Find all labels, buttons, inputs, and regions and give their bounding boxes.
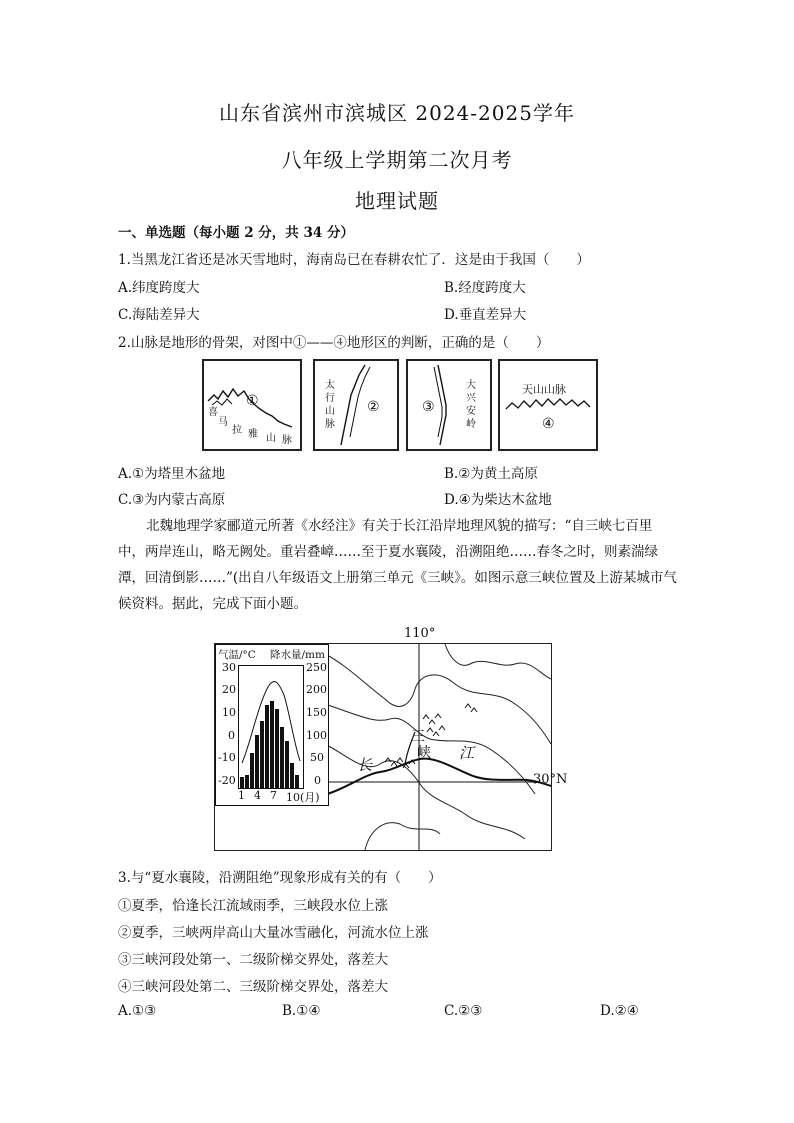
longitude-label: 110° [404, 626, 436, 641]
temp-axis-title: 气温/°C [218, 649, 256, 661]
mountain-panel-3 [406, 359, 492, 451]
panel-1-char: 喜 [208, 407, 218, 418]
mountain-panel-2 [313, 359, 399, 451]
three-gorges-map [214, 643, 568, 851]
panel-2-char: 太 [325, 380, 335, 391]
panel-2-number: ② [367, 399, 380, 415]
reading-passage: 北魏地理学家郦道元所著《水经注》有关于长江沿岸地理风貌的描写：“自三峡七百里中，两岸连山，略无阙处。重岩叠嶂……至于夏水襄陵，沿溯阻绝……春冬之时，则素湍绿潭，回清倒影……”(出自八年级语文上册第三单元《三峡》。如图示意三峡位置及上游某城市气候资料。据此，完成下面小题。 [118, 518, 677, 612]
panel-1-char: 雅 [248, 429, 258, 440]
panel-2-char: 行 [325, 393, 335, 404]
gorge-char-xia: 峡 [417, 745, 431, 761]
tianshan-ridge-icon [500, 361, 596, 449]
q3-statement: ①夏季，恰逢长江流域雨季，三峡段水位上涨 [118, 898, 388, 914]
section-heading: 一、单选题（每小题 2 分，共 34 分） [118, 225, 354, 241]
temp-tick: -10 [218, 751, 236, 764]
month-tick: 7 [270, 789, 277, 802]
precip-tick: 200 [306, 683, 327, 696]
panel-4-label: 天山山脉 [522, 383, 566, 396]
question-2-stem: 2.山脉是地形的骨架，对图中①——④地形区的判断，正确的是（ ） [118, 335, 550, 351]
mountain-panel-1 [202, 359, 302, 451]
temp-tick: 10 [222, 706, 236, 719]
q3-statement: ④三峡河段处第二、三级阶梯交界处，落差大 [118, 979, 388, 995]
precip-tick: 50 [310, 751, 324, 764]
precip-tick: 0 [314, 774, 321, 787]
doc-title-line3: 地理试题 [355, 189, 439, 213]
panel-3-char: 兴 [466, 393, 476, 404]
q2-option-b: B.②为黄土高原 [444, 466, 538, 482]
panel-3-label [466, 379, 478, 431]
precip-tick: 100 [306, 729, 327, 742]
temp-tick: 30 [222, 661, 236, 674]
doc-title-line2: 八年级上学期第二次月考 [281, 148, 513, 172]
panel-1-number: ① [246, 393, 259, 409]
temp-tick: -20 [218, 774, 236, 787]
q1-option-a: A.纬度跨度大 [118, 280, 200, 296]
panel-1-char: 马 [218, 417, 228, 428]
doc-title-line1: 山东省滨州市滨城区 2024-2025学年 [219, 101, 575, 125]
q3-option-b: B.①④ [282, 1003, 321, 1019]
q1-option-b: B.经度跨度大 [444, 280, 526, 296]
panel-3-char: 岭 [466, 419, 476, 430]
panel-1-char: 脉 [282, 435, 292, 446]
panel-3-char: 安 [466, 406, 476, 417]
q3-option-c: C.②③ [444, 1003, 483, 1019]
temp-tick: 20 [222, 683, 236, 696]
precip-tick: 250 [306, 661, 327, 674]
q2-option-d: D.④为柴达木盆地 [444, 492, 552, 508]
panel-2-char: 脉 [325, 419, 335, 430]
river-char-jiang: 江 [459, 744, 475, 762]
panel-2-label [325, 379, 337, 431]
q3-statement: ②夏季，三峡两岸高山大量冰雪融化，河流水位上涨 [118, 925, 429, 941]
q2-option-a: A.①为塔里木盆地 [118, 466, 226, 482]
question-1-stem: 1.当黑龙江省还是冰天雪地时，海南岛已在春耕农忙了．这是由于我国（ ） [118, 252, 590, 268]
climate-chart [215, 644, 329, 806]
panel-3-char: 大 [466, 380, 476, 391]
temp-tick: 0 [228, 729, 235, 742]
panel-2-char: 山 [325, 406, 335, 417]
panel-1-char: 拉 [232, 425, 242, 436]
question-3-stem: 3.与“夏水襄陵，沿溯阻绝”现象形成有关的有（ ） [118, 870, 442, 886]
month-tick: 10(月) [286, 791, 320, 804]
mountain-panel-4 [498, 359, 598, 451]
precip-axis-title: 降水量/mm [270, 649, 325, 661]
q1-option-c: C.海陆差异大 [118, 307, 200, 323]
q3-option-d: D.②④ [600, 1003, 639, 1019]
q2-option-c: C.③为内蒙古高原 [118, 492, 226, 508]
month-tick: 4 [254, 789, 261, 802]
q3-statement: ③三峡河段处第一、二级阶梯交界处，落差大 [118, 952, 388, 968]
month-tick: 1 [238, 789, 245, 802]
latitude-label: 30°N [533, 772, 568, 787]
panel-3-number: ③ [422, 399, 435, 415]
river-char-chang: 长 [357, 756, 373, 774]
q1-option-d: D.垂直差异大 [444, 307, 527, 323]
climate-plot [238, 665, 304, 789]
panel-1-char: 山 [266, 433, 276, 444]
precip-tick: 150 [306, 706, 327, 719]
q3-option-a: A.①③ [118, 1003, 157, 1019]
gorge-char-san: 三 [411, 729, 425, 745]
panel-4-number: ④ [542, 416, 555, 432]
